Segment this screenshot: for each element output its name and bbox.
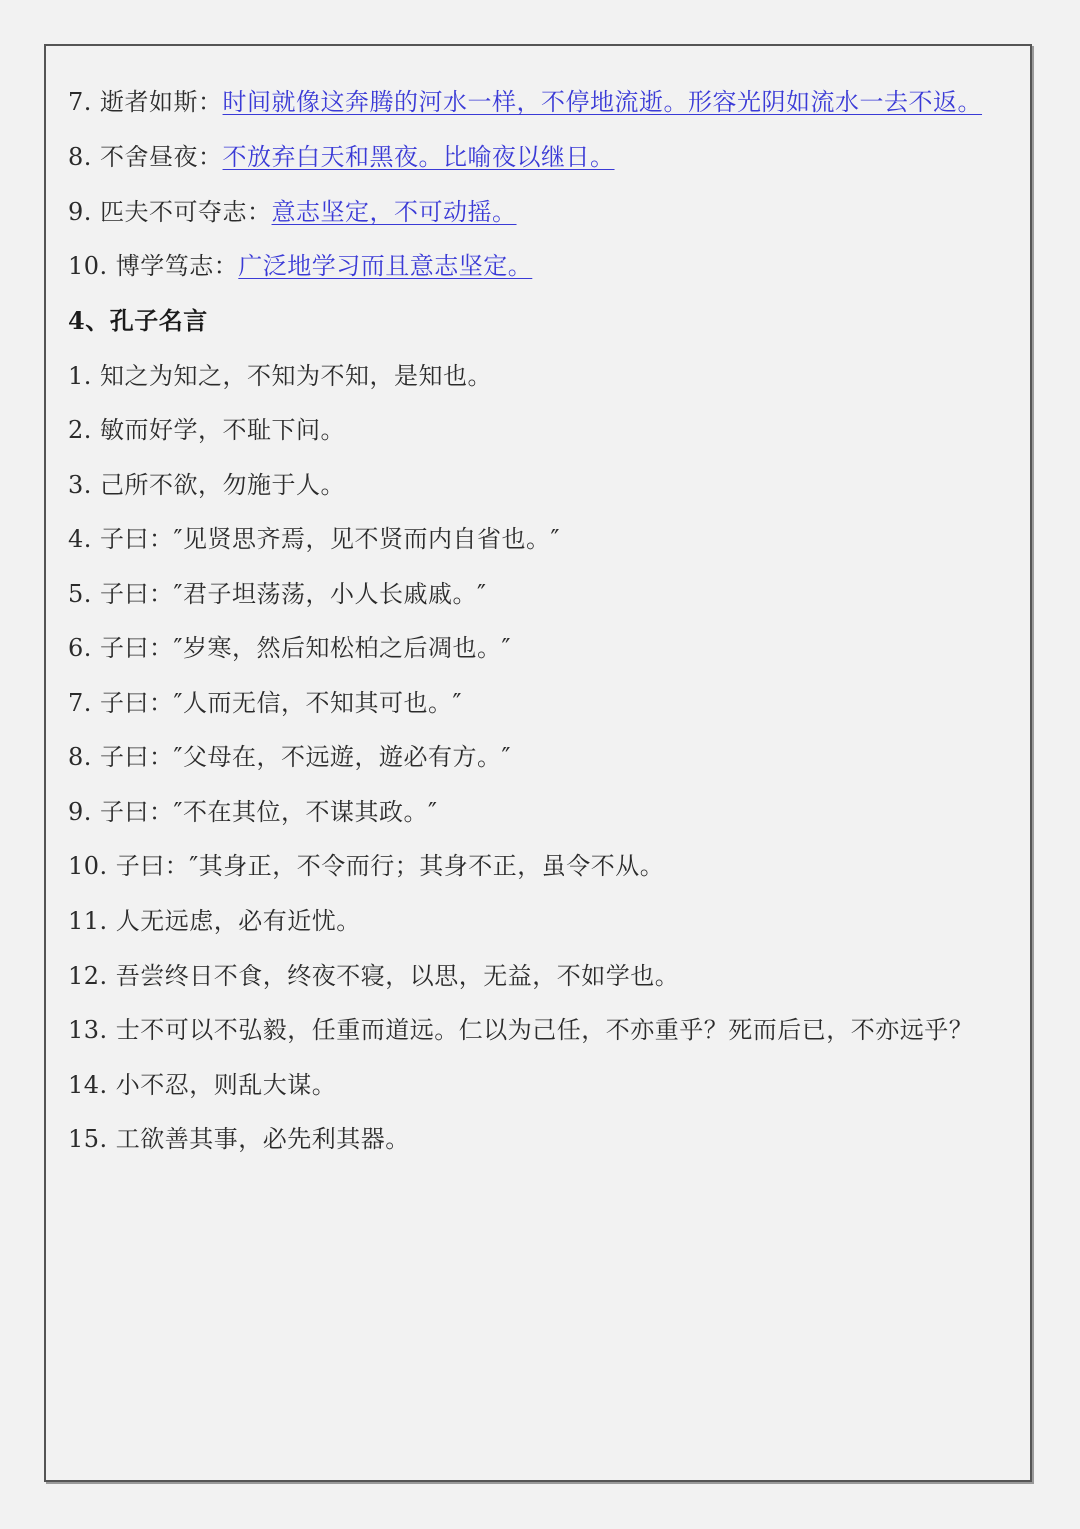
idiom-answer: 广泛地学习而且意志坚定。 (238, 252, 533, 280)
quote-line: 4. 子曰：″见贤思齐焉，见不贤而内自省也。″ (68, 525, 560, 553)
idiom-term: 7. 逝者如斯： (68, 88, 223, 116)
idiom-answer: 意志坚定，不可动摇。 (271, 198, 517, 226)
idiom-line (68, 192, 527, 232)
quote-line: 11. 人无远虑，必有近忧。 (68, 907, 361, 935)
quote-line: 7. 子曰：″人而无信，不知其可也。″ (68, 689, 462, 717)
idiom-answer: 时间就像这奔腾的河水一样，不停地流逝。形容光阴如流水一去不返。 (222, 88, 983, 116)
idiom-line (68, 82, 992, 122)
quote-line: 15. 工欲善其事，必先利其器。 (68, 1125, 410, 1153)
quote-line: 8. 子曰：″父母在，不远遊，遊必有方。″ (68, 743, 511, 771)
quote-line: 12. 吾尝终日不食，终夜不寝，以思，无益，不如学也。 (68, 962, 680, 990)
idiom-term: 10. 博学笃志： (68, 252, 239, 280)
quote-line: 10. 子曰：″其身正，不令而行；其身不正，虽令不从。 (68, 852, 665, 880)
quote-line: 3. 己所不欲，勿施于人。 (68, 471, 346, 499)
idiom-line (68, 137, 625, 177)
quote-line: 14. 小不忍，则乱大谋。 (68, 1071, 337, 1099)
quote-line: 13. 士不可以不弘毅，任重而道远。仁以为己任，不亦重乎？死而后已，不亦远乎？ (68, 1016, 974, 1044)
quote-line: 2. 敏而好学，不耻下问。 (68, 416, 346, 444)
quote-line: 9. 子曰：″不在其位，不谋其政。″ (68, 798, 438, 826)
idiom-answer: 不放弃白天和黑夜。比喻夜以继日。 (222, 143, 615, 171)
quote-line: 5. 子曰：″君子坦荡荡，小人长戚戚。″ (68, 580, 487, 608)
idiom-term: 8. 不舍昼夜： (68, 143, 223, 171)
quote-line: 6. 子曰：″岁寒，然后知松柏之后凋也。″ (68, 634, 511, 662)
quote-line: 1. 知之为知之，不知为不知，是知也。 (68, 362, 493, 390)
idiom-term: 9. 匹夫不可夺志： (68, 198, 272, 226)
section-heading: 4、孔子名言 (68, 306, 208, 335)
document-page (44, 44, 1032, 1482)
idiom-line (68, 246, 542, 286)
